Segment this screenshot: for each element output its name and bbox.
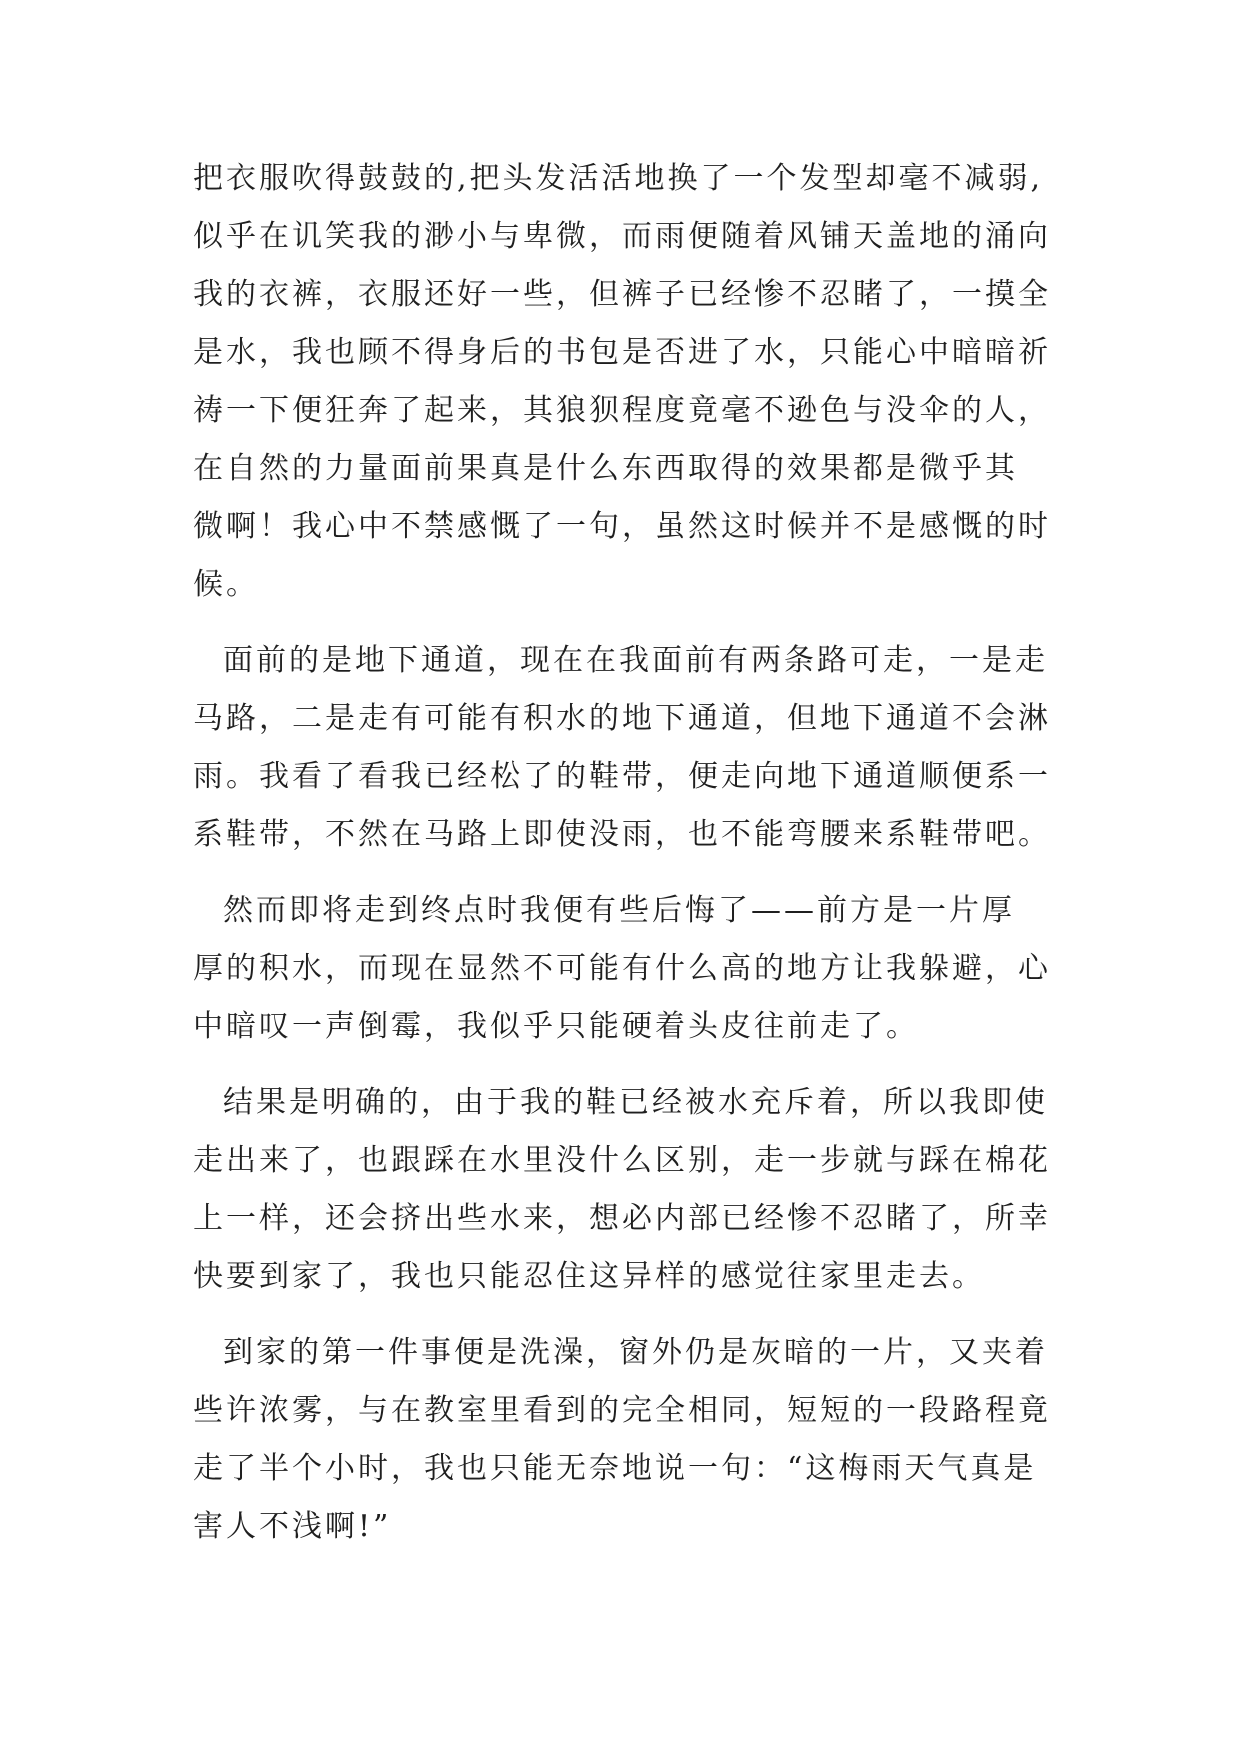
paragraph-2 <box>193 632 1093 864</box>
text-line: 走了半个小时，我也只能无奈地说一句：“这梅雨天气真是 <box>193 1451 1037 1486</box>
text-line: 些许浓雾，与在教室里看到的完全相同，短短的一段路程竟 <box>193 1393 1051 1428</box>
text-line: 雨。我看了看我已经松了的鞋带，便走向地下通道顺便系一 <box>193 759 1051 794</box>
text-line: 到家的第一件事便是洗澡，窗外仍是灰暗的一片，又夹着 <box>223 1335 1048 1370</box>
text-line: 在自然的力量面前果真是什么东西取得的效果都是微乎其 <box>193 451 1018 486</box>
text-line: 是水，我也顾不得身后的书包是否进了水，只能心中暗暗祈 <box>193 335 1051 370</box>
text-line: 上一样，还会挤出些水来，想必内部已经惨不忍睹了，所幸 <box>193 1201 1051 1236</box>
text-line: 走出来了，也跟踩在水里没什么区别，走一步就与踩在棉花 <box>193 1143 1051 1178</box>
paragraph-gap <box>193 864 1093 882</box>
text-line: 我的衣裤，衣服还好一些，但裤子已经惨不忍睹了，一摸全 <box>193 277 1051 312</box>
text-line: 祷一下便狂奔了起来，其狼狈程度竟毫不逊色与没伞的人， <box>193 393 1051 428</box>
paragraph-gap <box>193 1306 1093 1324</box>
text-line: 系鞋带，不然在马路上即使没雨，也不能弯腰来系鞋带吧。 <box>193 817 1051 852</box>
text-line: 厚的积水，而现在显然不可能有什么高的地方让我躲避，心 <box>193 951 1051 986</box>
paragraph-gap <box>193 614 1093 632</box>
text-line: 微啊！我心中不禁感慨了一句，虽然这时候并不是感慨的时 <box>193 509 1051 544</box>
text-line: 中暗叹一声倒霉，我似乎只能硬着头皮往前走了。 <box>193 1009 919 1044</box>
text-line: 马路，二是走有可能有积水的地下通道，但地下通道不会淋 <box>193 701 1051 736</box>
text-line: 结果是明确的，由于我的鞋已经被水充斥着，所以我即使 <box>223 1085 1048 1120</box>
paragraph-1 <box>193 150 1093 614</box>
paragraph-4 <box>193 1074 1093 1306</box>
paragraph-3 <box>193 882 1093 1056</box>
article-body <box>193 150 1093 1556</box>
text-line: 然而即将走到终点时我便有些后悔了——前方是一片厚 <box>223 893 1015 928</box>
text-line: 害人不浅啊!” <box>193 1509 392 1544</box>
text-line: 把衣服吹得鼓鼓的,把头发活活地换了一个发型却毫不减弱, <box>193 161 1044 196</box>
paragraph-gap <box>193 1056 1093 1074</box>
text-line: 似乎在讥笑我的渺小与卑微，而雨便随着风铺天盖地的涌向 <box>193 219 1051 254</box>
text-line: 候。 <box>193 567 259 602</box>
text-line: 快要到家了，我也只能忍住这异样的感觉往家里走去。 <box>193 1259 985 1294</box>
text-line: 面前的是地下通道，现在在我面前有两条路可走，一是走 <box>223 643 1048 678</box>
paragraph-5 <box>193 1324 1093 1556</box>
